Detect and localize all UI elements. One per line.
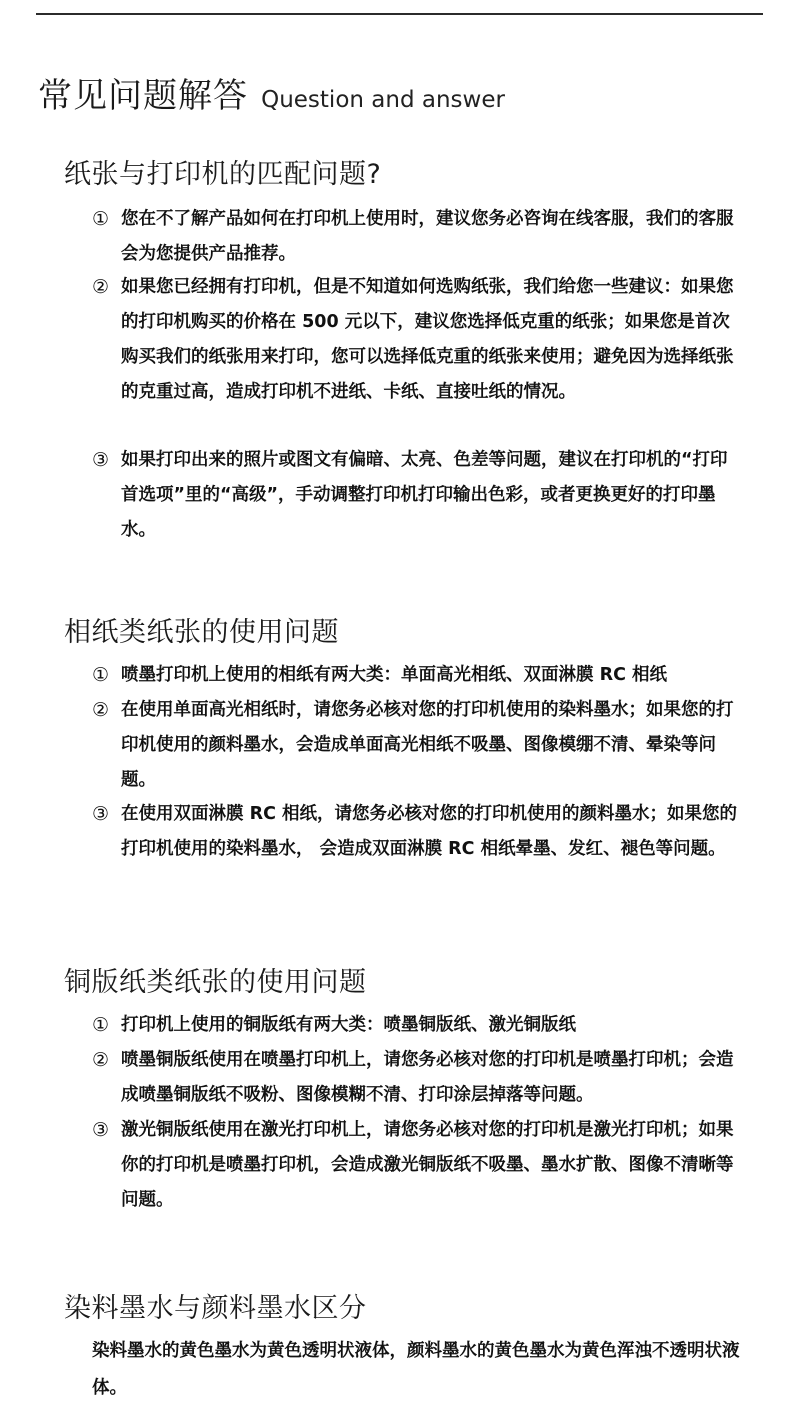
- page-title-en: Question and answer: [261, 87, 505, 113]
- item-number: ①: [92, 1014, 110, 1036]
- item-text: 您在不了解产品如何在打印机上使用时，建议您务必咨询在线客服，我们的客服会为您提供产品推荐。: [121, 209, 734, 264]
- item-number: ②: [92, 699, 110, 721]
- list-item: [92, 693, 742, 798]
- item-text: 打印机上使用的铜版纸有两大类：喷墨铜版纸、激光铜版纸: [121, 1015, 576, 1035]
- list-item: [92, 797, 742, 867]
- item-number: ③: [92, 803, 110, 825]
- list-item: [92, 270, 742, 410]
- section-title: 染料墨水与颜料墨水区分: [64, 1293, 367, 1324]
- section-title: 相纸类纸张的使用问题: [64, 617, 339, 648]
- item-number: ②: [92, 1049, 110, 1071]
- list-item: [92, 1043, 742, 1113]
- ink-difference-paragraph: 染料墨水的黄色墨水为黄色透明状液体，颜料墨水的黄色墨水为黄色浑浊不透明状液体。: [92, 1341, 740, 1398]
- item-text: 喷墨打印机上使用的相纸有两大类：单面高光相纸、双面淋膜 RC 相纸: [121, 665, 668, 685]
- item-number: ①: [92, 664, 110, 686]
- list-item: [92, 202, 742, 272]
- section-title: 纸张与打印机的匹配问题?: [64, 159, 382, 190]
- list-item: [92, 658, 742, 693]
- item-number: ③: [92, 1119, 110, 1141]
- list-item: [92, 1113, 742, 1218]
- section-title: 铜版纸类纸张的使用问题: [64, 967, 367, 998]
- item-text: 喷墨铜版纸使用在喷墨打印机上，请您务必核对您的打印机是喷墨打印机；会造成喷墨铜版纸不吸粉、图像模糊不清、打印涂层掉落等问题。: [121, 1050, 734, 1105]
- item-text: 如果打印出来的照片或图文有偏暗、太亮、色差等问题，建议在打印机的“打印首选项”里的“高级”，手动调整打印机打印输出色彩，或者更换更好的打印墨水。: [121, 450, 728, 540]
- item-text: 在使用单面高光相纸时，请您务必核对您的打印机使用的染料墨水；如果您的打印机使用的颜料墨水，会造成单面高光相纸不吸墨、图像模绷不清、晕染等问题。: [121, 700, 734, 790]
- item-number: ①: [92, 208, 110, 230]
- page-title-zh: 常见问题解答: [38, 76, 248, 116]
- list-item: [92, 1008, 742, 1043]
- item-number: ②: [92, 276, 110, 298]
- top-divider: [36, 13, 763, 15]
- list-item: [92, 443, 742, 548]
- item-number: ③: [92, 449, 110, 471]
- item-text: 在使用双面淋膜 RC 相纸，请您务必核对您的打印机使用的颜料墨水；如果您的打印机使用的染料墨水， 会造成双面淋膜 RC 相纸晕墨、发红、褪色等问题。: [121, 804, 738, 859]
- page-title: [38, 68, 505, 117]
- item-text: 如果您已经拥有打印机，但是不知道如何选购纸张，我们给您一些建议：如果您的打印机购买的价格在 500 元以下，建议您选择低克重的纸张；如果您是首次购买我们的纸张用来打印，您可以选择低克重的纸张来使用；避免因为选择纸张的克重过高，造成打印机不进纸、卡纸、直接吐纸的情况。: [121, 277, 734, 402]
- item-text: 激光铜版纸使用在激光打印机上，请您务必核对您的打印机是激光打印机；如果你的打印机是喷墨打印机，会造成激光铜版纸不吸墨、墨水扩散、图像不清晰等问题。: [121, 1120, 734, 1210]
